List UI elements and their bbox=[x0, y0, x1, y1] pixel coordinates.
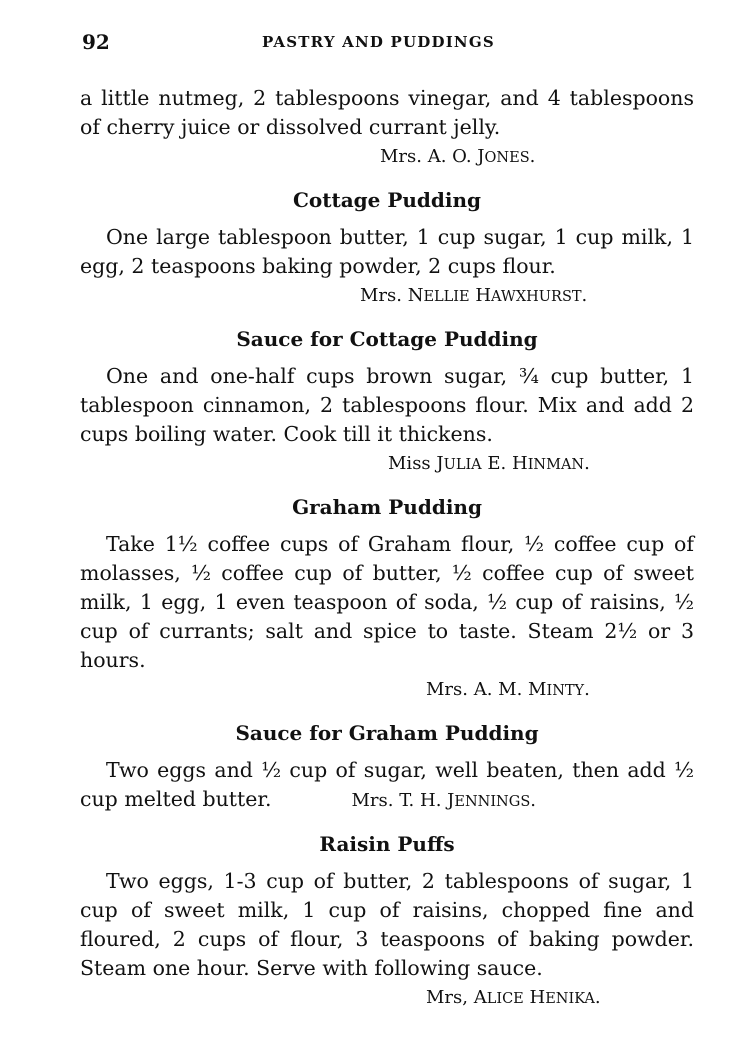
recipe-title-graham-pudding: Graham Pudding bbox=[292, 495, 482, 519]
recipe-title-cottage-pudding: Cottage Pudding bbox=[292, 188, 482, 212]
page-header bbox=[82, 30, 696, 56]
recipe-title-cottage-sauce: Sauce for Cottage Pudding bbox=[236, 327, 538, 351]
recipe-title-graham-sauce: Sauce for Graham Pudding bbox=[235, 721, 539, 745]
attribution-cottage-pudding: Mrs. NELLIE HAWXHURST. bbox=[360, 285, 588, 306]
recipe-body-graham-pudding: Take 1½ coffee cups of Graham flour, ½ coffee cup of molasses, ½ coffee cup of butter, ½ coffee cup of sweet milk, 1 egg, 1 even teaspoon of soda, ½ cup of raisins, ½ cup of currants; salt and spice to taste. Steam 2½ or 3 hours. bbox=[80, 532, 694, 672]
attribution-raisin-puffs: Mrs, ALICE HENIKA. bbox=[426, 987, 601, 1008]
page-content bbox=[80, 84, 694, 1014]
recipe-body-cottage-sauce: One and one-half cups brown sugar, ¾ cup butter, 1 tablespoon cinnamon, 2 tablespoons flour. Mix and add 2 cups boiling water. Cook till it thickens. bbox=[80, 364, 694, 446]
running-head: PASTRY AND PUDDINGS bbox=[262, 33, 495, 51]
page-number: 92 bbox=[82, 30, 110, 54]
recipe-body-graham-sauce: Two eggs and ½ cup of sugar, well beaten, then add ½ cup melted butter. Mrs. T. H. JENNINGS. bbox=[80, 758, 694, 811]
intro-paragraph: a little nutmeg, 2 tablespoons vinegar, and 4 tablespoons of cherry juice or dissolved currant jelly. bbox=[80, 86, 694, 139]
recipe-body-raisin-puffs: Two eggs, 1-3 cup of butter, 2 tablespoons of sugar, 1 cup of sweet milk, 1 cup of raisins, chopped fine and floured, 2 cups of flour, 3 teaspoons of baking powder. Steam one hour. Serve with following sauce. bbox=[80, 869, 694, 980]
attribution-cottage-sauce: Miss JULIA E. HINMAN. bbox=[388, 453, 590, 474]
attribution-intro: Mrs. A. O. JONES. bbox=[380, 146, 536, 167]
recipe-body-cottage-pudding: One large tablespoon butter, 1 cup sugar, 1 cup milk, 1 egg, 2 teaspoons baking powder, 2 cups flour. bbox=[80, 225, 694, 278]
attribution-graham-sauce: Mrs. T. H. JENNINGS. bbox=[351, 790, 536, 811]
attribution-graham-pudding: Mrs. A. M. MINTY. bbox=[426, 679, 590, 700]
recipe-title-raisin-puffs: Raisin Puffs bbox=[319, 832, 455, 856]
